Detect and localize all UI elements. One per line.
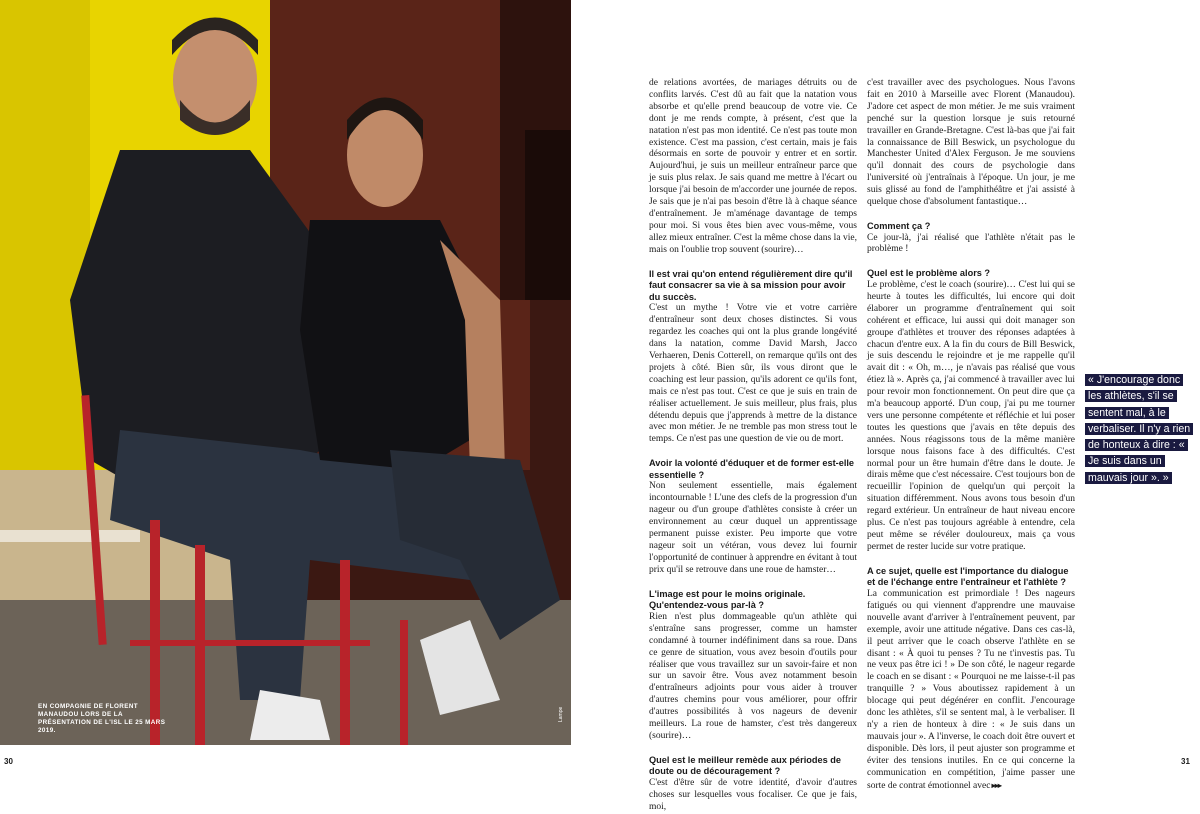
- interview-question: Il est vrai qu'on entend régulièrement dire qu'il faut consacrer sa vie à sa mission pour avoir du succès.: [649, 268, 853, 302]
- interview-question: A ce sujet, quelle est l'importance du dialogue et de l'échange entre l'entraîneur et l'athlète ?: [867, 565, 1069, 588]
- continued-mark: ▸▸▸: [990, 780, 1001, 790]
- article-column-1: [649, 78, 857, 814]
- interview-question: Comment ça ?: [867, 220, 931, 231]
- interview-question: Avoir la volonté d'éduquer et de former est-elle essentielle ?: [649, 458, 855, 480]
- pull-quote: [1085, 372, 1195, 486]
- interview-answer: de relations avortées, de mariages détruits ou de conflits larvés. C'est dû au fait que la natation vous absorbe et qu'elle prend beaucoup de votre vie. Ce dont je me rends compte, à présent, c'est que la natation n'est pas mon identité. Ce n'est pas toute mon existence. C'est ma passion, c'est certain, mais je fais désormais en sorte de pouvoir y entrer et en sortir. Aujourd'hui, je suis un meilleur entraîneur parce que je suis plus relax. Je sais quand me mettre à l'écart ou lorsque j'ai besoin de m'accorder une journée de repos. Je sais que je n'ai pas besoin d'être là à chaque séance d'entraînement. Je m'aménage davantage de temps pour moi. Si vous êtes bien avec vous-même, vous allez mieux entraîner. C'est la même chose dans la vie, mais on l'oublie trop souvent (sourire)…: [649, 78, 857, 255]
- photo-illustration: [0, 0, 571, 745]
- page-number-left: 30: [4, 757, 13, 766]
- interview-question: L'image est pour le moins originale. Qu'entendez-vous par-là ?: [649, 588, 806, 611]
- article-column-2: [867, 78, 1075, 792]
- interview-answer: La communication est primordiale ! Des nageurs fatigués ou qui viennent d'apprendre une mauvaise nouvelle avant d'arriver à l'entraînement peuvent, par exemple, avoir une attitude négative. Dans ces cas-là, il peut arriver que le coach observe l'athlète en se disant : « À quoi tu penses ? Tu ne t'investis pas. Tu ne veux pas être ici ! » De son côté, le nageur regarde le coach en se disant : « Pourquoi ne me laisse-t-il pas tranquille ? » Vous aboutissez rapidement à un blocage qui peut dégénérer en conflit. J'encourage donc les athlètes, s'il se sentent mal, à le verbaliser. Il n'y a rien de honteux à dire : « Je suis dans un mauvais jour ». A l'inverse, le coach doit être ouvert et disponible. Dès lors, il peut ajuster son programme et éviter des tensions inutiles. En ce qui concerne la communication en compétition, j'aime passer une sorte de contrat émotionnel avec ▸▸▸: [867, 589, 1075, 791]
- interview-answer: Ce jour-là, j'ai réalisé que l'athlète n'était pas le problème !: [867, 232, 1075, 255]
- interview-answer: Rien n'est plus dommageable qu'un athlète qui s'entraîne sans progresser, comme un hamster condamné à tourner indéfiniment dans sa roue. Dans ce genre de situation, vous avez besoin d'outils pour réaliser que vous travaillez sur un savoir-faire et non sur un savoir être. Vous avez notamment besoin d'entraîneurs adjoints pour vous aider à trouver d'autres chemins pour vous améliorer, pour offrir d'autres possibilités à vos nageurs de devenir meilleurs. La roue de hamster, c'est très dangereux (sourire)…: [649, 611, 857, 741]
- interview-answer: Le problème, c'est le coach (sourire)… C'est lui qui se heurte à toutes les difficultés, lui encore qui doit élaborer un programme d'entraînement qui soit cohérent et efficace, lui aussi qui doit manager son groupe d'athlètes et trouver des réponses adaptées à chacun d'entre eux. A la fin du cours de Bill Beswick, je suis descendu le rejoindre et je me rappelle qu'il avait dit : « Oh, m…, je n'avais pas réalisé que vous étiez là ». Après ça, j'ai commencé à travailler avec lui pour revoir mon fonctionnement. On peut dire que ça m'a beaucoup apporté. D'un coup, j'ai pu me tourner vers une personne compétente et réfléchie et lui poser toutes les questions que j'avais en tête depuis des années. Nous réagissons tous de la même manière lorsque nous faisons face à des difficultés. C'est normal pour un être humain d'être dans le doute. Je dirais même que c'est nécessaire. C'est toujours bon de recueillir l'opinion de quelqu'un qui perçoit la situation différemment. Nous avons tous besoin d'un regard extérieur. Un entraîneur de haut niveau encore plus. Ce n'est pas toujours agréable à entendre, cela peut même se révéler douloureux, mais ça vous permet de rester lucide sur votre pratique.: [867, 279, 1075, 552]
- page-number-right: 31: [1181, 757, 1190, 766]
- interview-answer: C'est un mythe ! Votre vie et votre carrière d'entraîneur sont deux choses distinctes. Si vous regardez les coaches qui ont la plus grande longévité dans la natation, comme David Marsh, Jacco Verhaeren, Denis Cotterell, on remarque qu'ils ont des projets à côté. Bien sûr, ils vous diront que le coaching est leur passion, qu'ils adorent ce qu'ils font, mais ce n'est pas tout. C'est ce que je suis en train de réaliser actuellement. Je suis meilleur, plus frais, plus détendu depuis que j'apprends à mettre de la distance avec mon métier. Je ne tremble pas mon stress tout le temps. Ce n'est pas une question de vie ou de mort.: [649, 303, 857, 445]
- interview-answer: Non seulement essentielle, mais également incontournable ! L'une des clefs de la progression d'un nageur ou d'un groupe d'athlètes consiste à créer un environnement au cœur duquel un apprentissage permanent puisse exister. Peu importe que votre nageur soit un vétéran, vous devez lui fournir l'opportunité de continuer à apprendre en évitant à tout prix qu'il se retrouve dans une roue de hamster…: [649, 481, 857, 575]
- photo-caption: EN COMPAGNIE DE FLORENT MANAUDOU LORS DE LA PRÉSENTATION DE L'ISL LE 25 MARS 2019.: [38, 703, 166, 734]
- photo-credit: Lampe: [558, 706, 564, 722]
- pull-quote-text: « J'encourage donc les athlètes, s'il se sentent mal, à le verbaliser. Il n'y a rien de honteux à dire : « Je suis dans un mauvais jour ». »: [1085, 374, 1193, 484]
- feature-photo: [0, 0, 571, 745]
- interview-question: Quel est le meilleur remède aux périodes de doute ou de découragement ?: [649, 754, 841, 777]
- interview-question: Quel est le problème alors ?: [867, 268, 991, 279]
- interview-answer: c'est travailler avec des psychologues. Nous l'avons fait en 2010 à Marseille avec Florent (Manaudou). J'adore cet aspect de mon métier. Je me suis vraiment penché sur la question lorsque je suis retourné travailler en Grande-Bretagne. C'est là-bas que j'ai fait la connaissance de Bill Beswick, un psychologue du Manchester United d'Alex Ferguson. Je me souviens qu'il donnait des cours de psychologie dans l'université où j'entraînais à l'époque. Un jour, je me suis glissé au fond de l'amphithéâtre et j'ai assisté à quelque chose d'absolument fantastique…: [867, 78, 1075, 208]
- interview-answer: C'est d'être sûr de votre identité, d'avoir d'autres choses sur lesquelles vous focaliser. Ce que je fais, moi,: [649, 778, 857, 812]
